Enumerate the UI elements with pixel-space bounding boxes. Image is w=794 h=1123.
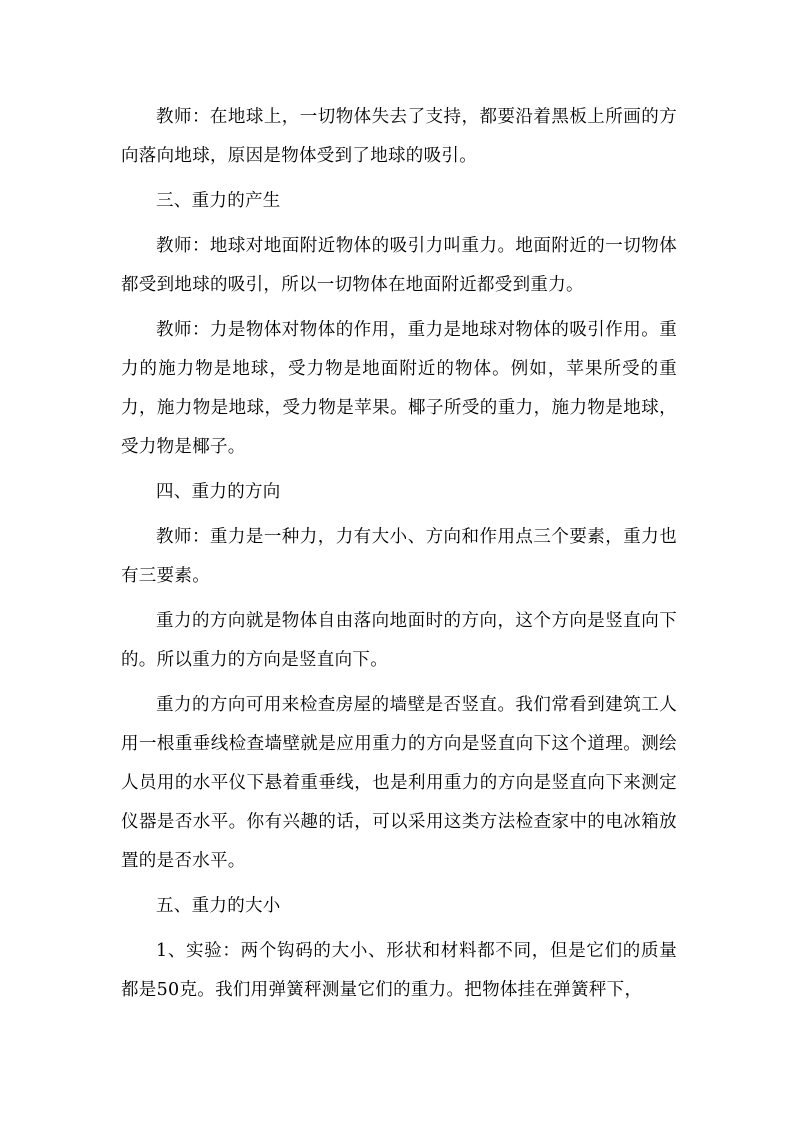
- paragraph-gravity-definition: 教师：地球对地面附近物体的吸引力叫重力。地面附近的一切物体都受到地球的吸引，所以一切物体在地面附近都受到重力。: [121, 236, 677, 295]
- paragraph-experiment: 1、实验：两个钩码的大小、形状和材料都不同，但是它们的质量都是50克。我们用弹簧秤测量它们的重力。把物体挂在弹簧秤下，: [121, 941, 677, 1000]
- section-heading-gravity-direction: 四、重力的方向: [156, 482, 281, 502]
- paragraph-teacher-intro: 教师：在地球上，一切物体失去了支持，都要沿着黑板上所画的方向落向地球，原因是物体受到了地球的吸引。: [121, 107, 677, 166]
- paragraph-plumb-line: 重力的方向可用来检查房屋的墙壁是否竖直。我们常看到建筑工人用一根重垂线检查墙壁就是应用重力的方向是竖直向下这个道理。测绘人员用的水平仪下悬着重垂线，也是利用重力的方向是竖直向下来测定仪器是否水平。你有兴趣的话，可以采用这类方法检查家中的电冰箱放置的是否水平。: [121, 695, 677, 871]
- section-heading-gravity-origin: 三、重力的产生: [156, 191, 281, 211]
- document-body: [121, 98, 677, 1010]
- paragraph-force-interaction: 教师：力是物体对物体的作用，重力是地球对物体的吸引作用。重力的施力物是地球，受力物是地面附近的物体。例如，苹果所受的重力，施力物是地球，受力物是苹果。椰子所受的重力，施力物是地球，受力物是椰子。: [121, 320, 677, 457]
- paragraph-direction-vertical: 重力的方向就是物体自由落向地面时的方向，这个方向是竖直向下的。所以重力的方向是竖直向下。: [121, 611, 677, 670]
- section-heading-gravity-magnitude: 五、重力的大小: [156, 896, 281, 916]
- paragraph-three-elements: 教师：重力是一种力，力有大小、方向和作用点三个要素，重力也有三要素。: [121, 527, 677, 586]
